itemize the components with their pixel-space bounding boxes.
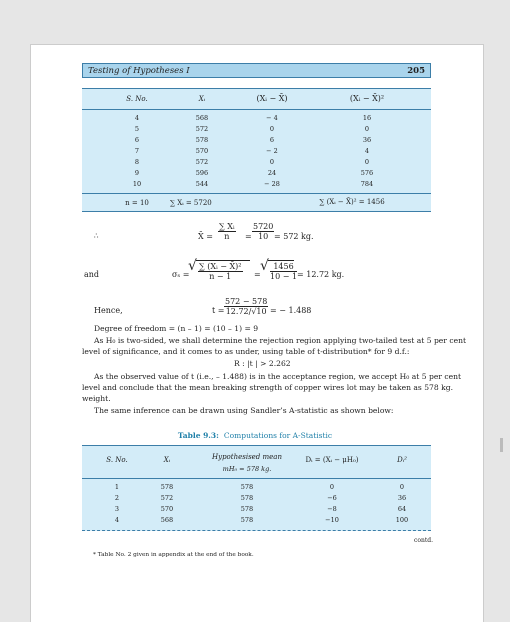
sd-numerator-value: 1456 <box>270 262 297 272</box>
cell-dev2: 4 <box>364 147 370 155</box>
therefore-mark: ∴ <box>94 232 99 240</box>
cell-x: 570 <box>160 505 174 513</box>
cell-d: 0 <box>329 483 335 491</box>
cell-dev: 24 <box>267 169 277 177</box>
mean-eq: = <box>245 232 252 241</box>
mean-fraction <box>218 222 236 241</box>
sd-result: = 12.72 kg. <box>297 270 345 279</box>
t-fraction <box>224 297 268 316</box>
and-label: and <box>84 270 100 279</box>
col-header-x: Xᵢ <box>163 456 171 464</box>
cell-d2: 100 <box>395 516 409 524</box>
cell-dev: − 28 <box>264 180 280 188</box>
col-header-hypothesised-mean: Hypothesised mean <box>212 453 282 461</box>
cell-hyp: 578 <box>240 516 254 524</box>
continued-label: contd. <box>414 537 433 544</box>
cell-dev2: 0 <box>364 125 370 133</box>
cell-dev2: 36 <box>362 136 372 144</box>
footer-n: n = 10 <box>125 199 149 207</box>
cell-hyp: 578 <box>240 505 254 513</box>
col-header-sno: S. No. <box>126 95 148 103</box>
cell-dev: 0 <box>269 125 275 133</box>
col-header-sno: S. No. <box>106 456 128 464</box>
t-numerator: 572 − 578 <box>225 297 268 306</box>
sd-fraction-values <box>270 262 297 281</box>
hence-label: Hence, <box>94 306 123 315</box>
paragraph-line: The same inference can be drawn using Sandler’s A-statistic as shown below: <box>94 406 394 415</box>
footer-sum-x: ∑ Xᵢ = 5720 <box>170 199 212 207</box>
cell-dev2: 576 <box>360 169 374 177</box>
scrollbar-thumb[interactable] <box>500 438 503 452</box>
col-header-deviation-squared: (Xᵢ − X̄)² <box>349 94 385 103</box>
cell-dev: 6 <box>269 136 275 144</box>
cell-x: 596 <box>195 169 209 177</box>
cell-dev: − 4 <box>266 114 278 122</box>
cell-sno: 6 <box>134 136 140 144</box>
cell-d: −8 <box>327 505 337 513</box>
table-footer-row <box>82 193 431 212</box>
data-table <box>82 88 431 212</box>
sd-numerator: ∑ (Xᵢ − X̄)² <box>199 262 242 271</box>
cell-sno: 5 <box>134 125 140 133</box>
sd-fraction <box>198 262 243 281</box>
cell-dev: − 2 <box>266 147 278 155</box>
mean-numerator: ∑ Xᵢ <box>219 222 235 231</box>
sd-eq: = <box>254 270 261 279</box>
running-header <box>82 63 431 78</box>
paragraph-line: As the observed value of t (i.e., – 1.488) is in the acceptance region, we accept H₀ at 5 per cent <box>94 372 462 381</box>
cell-d2: 36 <box>397 494 407 502</box>
cell-sno: 10 <box>132 180 142 188</box>
table-caption-text: Computations for A-Statistic <box>223 431 333 440</box>
mean-denominator: n <box>224 232 230 241</box>
col-header-deviation: (Xᵢ − X̄) <box>256 94 288 103</box>
table-caption <box>0 431 510 440</box>
cell-dev2: 784 <box>360 180 374 188</box>
mean-numerator-value: 5720 <box>253 222 274 231</box>
col-header-d: Dᵢ = (Xᵢ − μH₀) <box>305 456 359 464</box>
footnote: * Table No. 2 given in appendix at the end of the book. <box>93 552 254 558</box>
table-caption-number: Table 9.3: <box>177 431 219 440</box>
cell-sno: 4 <box>134 114 140 122</box>
t-result: = − 1.488 <box>270 306 312 315</box>
paragraph-line: level of significance, and it comes to as under, using table of t-distribution* for 9 d.f.: <box>82 347 410 356</box>
a-statistic-table <box>82 445 431 531</box>
sd-denominator: n − 1 <box>209 272 232 281</box>
rejection-region: R : |t | > 2.262 <box>234 359 291 368</box>
cell-x: 572 <box>195 158 209 166</box>
cell-x: 568 <box>195 114 209 122</box>
cell-x: 570 <box>195 147 209 155</box>
cell-d2: 64 <box>397 505 407 513</box>
cell-dev2: 16 <box>362 114 372 122</box>
cell-dev: 0 <box>269 158 275 166</box>
cell-sno: 4 <box>114 516 120 524</box>
table-header-row <box>82 445 431 479</box>
col-header-x: Xᵢ <box>198 95 206 103</box>
running-header-title: Testing of Hypotheses I <box>88 65 190 76</box>
cell-x: 578 <box>195 136 209 144</box>
cell-sno: 9 <box>134 169 140 177</box>
mean-fraction-values <box>252 222 274 241</box>
mean-denominator-value: 10 <box>258 232 269 241</box>
cell-x: 568 <box>160 516 174 524</box>
mean-lhs: X̄ = <box>198 232 213 241</box>
table-body <box>82 479 431 531</box>
cell-sno: 1 <box>114 483 120 491</box>
sd-denominator-value: 10 − 1 <box>270 272 298 281</box>
col-header-d-squared: Dᵢ² <box>397 456 407 464</box>
t-denominator: 12.72/√10 <box>225 307 267 316</box>
cell-hyp: 578 <box>240 494 254 502</box>
page-number: 205 <box>407 65 425 76</box>
footer-sum-dev2: ∑ (Xᵢ − X̄)² = 1456 <box>319 198 385 206</box>
sd-lhs: σₛ = <box>172 270 190 279</box>
cell-x: 572 <box>195 125 209 133</box>
cell-d: −10 <box>325 516 339 524</box>
sqrt-sign-icon: √ <box>260 258 269 274</box>
t-lhs: t = <box>212 306 225 315</box>
paragraph-line: level and conclude that the mean breaking strength of copper wires lot may be taken as 578 kg. <box>82 383 454 392</box>
degree-of-freedom: Degree of freedom = (n – 1) = (10 – 1) = 9 <box>94 324 259 333</box>
col-header-hypothesised-mean-value: mH₀ = 578 kg. <box>222 465 272 473</box>
sqrt-sign-icon: √ <box>188 258 197 274</box>
cell-sno: 8 <box>134 158 140 166</box>
cell-x: 578 <box>160 483 174 491</box>
cell-sno: 7 <box>134 147 140 155</box>
paragraph-line: weight. <box>82 394 111 403</box>
cell-sno: 2 <box>114 494 120 502</box>
cell-x: 544 <box>195 180 209 188</box>
cell-dev2: 0 <box>364 158 370 166</box>
cell-d2: 0 <box>399 483 405 491</box>
cell-hyp: 578 <box>240 483 254 491</box>
cell-d: −6 <box>327 494 337 502</box>
mean-result: = 572 kg. <box>274 232 314 241</box>
cell-sno: 3 <box>114 505 120 513</box>
table-header-row <box>82 88 431 110</box>
cell-x: 572 <box>160 494 174 502</box>
paragraph-line: As H₀ is two-sided, we shall determine the rejection region applying two-tailed test at 5 per cent <box>94 336 467 345</box>
